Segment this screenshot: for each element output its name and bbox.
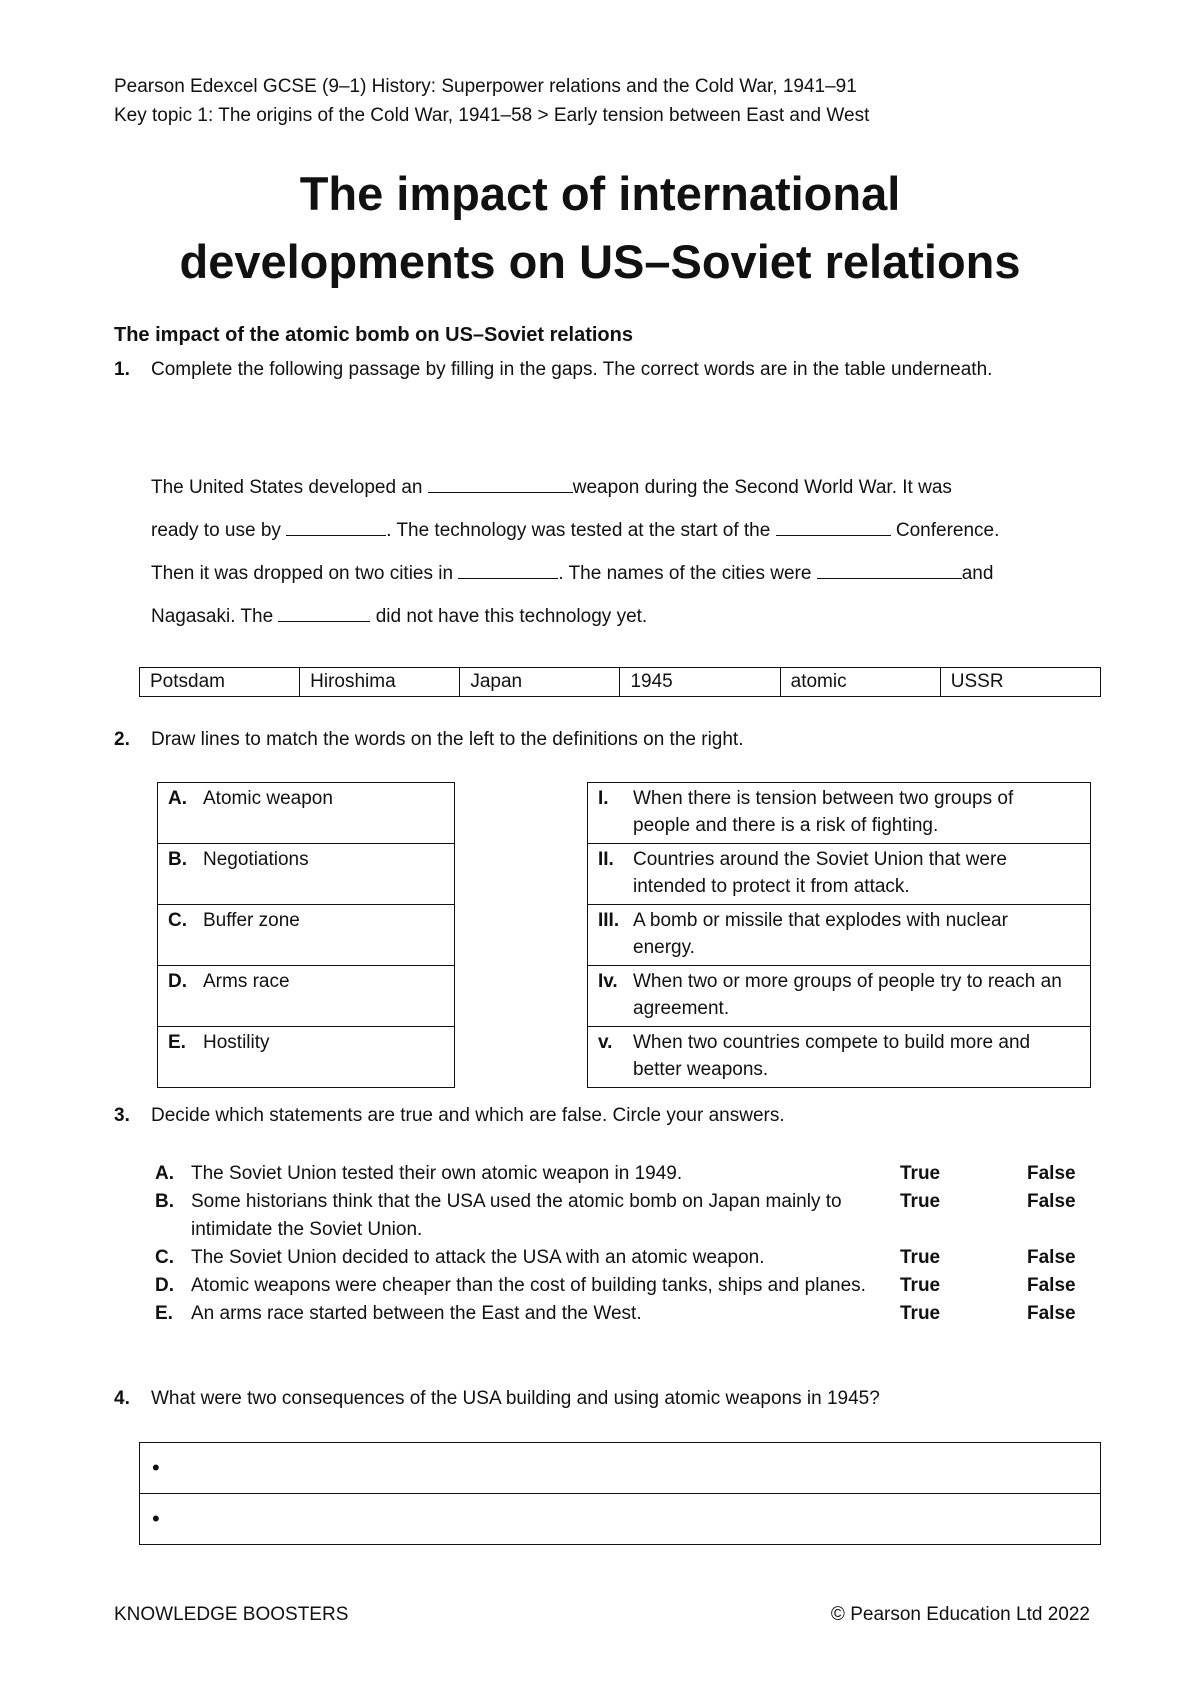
gap-blank[interactable]: [817, 558, 962, 579]
footer-series: KNOWLEDGE BOOSTERS: [114, 1604, 349, 1625]
true-option[interactable]: True: [900, 1275, 941, 1296]
question-text: Decide which statements are true and which are false. Circle your answers.: [151, 1105, 785, 1126]
word-bank-cell: 1945: [620, 668, 780, 697]
term-text: Buffer zone: [203, 910, 300, 931]
gap-blank[interactable]: [286, 515, 386, 536]
statement-label: D.: [155, 1275, 174, 1296]
definition-text: A bomb or missile that explodes with nuclear energy.: [633, 910, 1008, 958]
true-option[interactable]: True: [900, 1303, 941, 1324]
passage-text: Conference.: [890, 520, 1000, 541]
statement-row: [155, 1188, 1115, 1244]
statement-row: [155, 1272, 1115, 1300]
definition-text: When two countries compete to build more and better weapons.: [633, 1032, 1031, 1080]
word-bank-cell: USSR: [940, 668, 1100, 697]
passage-text: weapon during the Second World War. It was: [572, 477, 952, 498]
passage-text: Then it was dropped on two cities in: [151, 563, 459, 584]
statement-row: [155, 1244, 1115, 1272]
question-text: Draw lines to match the words on the left to the definitions on the right.: [151, 729, 744, 750]
definition-text: Countries around the Soviet Union that were intended to protect it from attack.: [633, 849, 1007, 897]
term-text: Negotiations: [203, 849, 309, 870]
question-number: 1.: [114, 359, 130, 380]
definition-text: When there is tension between two groups of people and there is a risk of fighting.: [633, 788, 1014, 836]
definition-cell[interactable]: [588, 1027, 1091, 1088]
bullet: •: [152, 1506, 160, 1531]
header-course: Pearson Edexcel GCSE (9–1) History: Superpower relations and the Cold War, 1941–91: [114, 76, 857, 97]
question-number: 3.: [114, 1105, 130, 1126]
question-number: 4.: [114, 1388, 130, 1409]
false-option[interactable]: False: [1027, 1247, 1076, 1268]
answer-table: [139, 1442, 1101, 1545]
definition-label: II.: [598, 849, 614, 870]
definition-cell[interactable]: [588, 783, 1091, 844]
gap-blank[interactable]: [278, 601, 370, 622]
statement-row: [155, 1160, 1115, 1188]
answer-box[interactable]: [140, 1494, 1101, 1545]
false-option[interactable]: False: [1027, 1163, 1076, 1184]
bullet: •: [152, 1455, 160, 1480]
statement-text: Some historians think that the USA used the atomic bomb on Japan mainly to intimidate the Soviet Union.: [191, 1191, 842, 1240]
definition-label: v.: [598, 1032, 613, 1053]
section-heading: The impact of the atomic bomb on US–Soviet relations: [114, 324, 633, 346]
passage-text: . The technology was tested at the start of the: [386, 520, 776, 541]
title-line-2: developments on US–Soviet relations: [179, 235, 1021, 288]
term-cell[interactable]: [158, 844, 455, 905]
true-option[interactable]: True: [900, 1247, 941, 1268]
term-label: D.: [168, 971, 187, 992]
passage-text: Nagasaki. The: [151, 606, 279, 627]
gap-blank[interactable]: [428, 472, 573, 493]
term-label: C.: [168, 910, 187, 931]
definition-label: Iv.: [598, 971, 618, 992]
question-number: 2.: [114, 729, 130, 750]
definition-text: When two or more groups of people try to reach an agreement.: [633, 971, 1062, 1019]
true-option[interactable]: True: [900, 1191, 941, 1212]
true-false-list: [155, 1160, 1115, 1328]
statement-label: E.: [155, 1303, 173, 1324]
definition-cell[interactable]: [588, 905, 1091, 966]
passage-text: . The names of the cities were: [558, 563, 817, 584]
statement-label: C.: [155, 1247, 174, 1268]
statement-text: The Soviet Union tested their own atomic weapon in 1949.: [191, 1163, 683, 1184]
false-option[interactable]: False: [1027, 1275, 1076, 1296]
false-option[interactable]: False: [1027, 1303, 1076, 1324]
header-topic: Key topic 1: The origins of the Cold War, 1941–58 > Early tension between East and West: [114, 105, 870, 126]
passage-text: The United States developed an: [151, 477, 428, 498]
term-cell[interactable]: [158, 905, 455, 966]
word-bank-cell: atomic: [780, 668, 940, 697]
page-title: [0, 160, 1200, 296]
term-text: Hostility: [203, 1032, 270, 1053]
footer-copyright: © Pearson Education Ltd 2022: [830, 1604, 1090, 1625]
definition-cell[interactable]: [588, 844, 1091, 905]
word-bank-table: [139, 667, 1101, 697]
passage-text: did not have this technology yet.: [370, 606, 648, 627]
gap-blank[interactable]: [776, 515, 891, 536]
term-label: B.: [168, 849, 187, 870]
statement-text: The Soviet Union decided to attack the USA with an atomic weapon.: [191, 1247, 765, 1268]
passage-text: and: [961, 563, 994, 584]
gap-fill-passage: [151, 466, 1111, 638]
term-label: A.: [168, 788, 187, 809]
true-option[interactable]: True: [900, 1163, 941, 1184]
term-text: Arms race: [203, 971, 290, 992]
gap-blank[interactable]: [458, 558, 558, 579]
term-text: Atomic weapon: [203, 788, 333, 809]
definition-cell[interactable]: [588, 966, 1091, 1027]
definition-label: I.: [598, 788, 609, 809]
header: [114, 72, 869, 130]
statement-text: An arms race started between the East and the West.: [191, 1303, 642, 1324]
word-bank-cell: Hiroshima: [300, 668, 460, 697]
false-option[interactable]: False: [1027, 1191, 1076, 1212]
term-label: E.: [168, 1032, 186, 1053]
statement-row: [155, 1300, 1115, 1328]
word-bank-cell: Japan: [460, 668, 620, 697]
question-text: Complete the following passage by filling in the gaps. The correct words are in the table underneath.: [151, 359, 993, 380]
passage-text: ready to use by: [151, 520, 287, 541]
terms-table: [157, 782, 455, 1088]
term-cell[interactable]: [158, 783, 455, 844]
title-line-1: The impact of international: [299, 167, 901, 220]
term-cell[interactable]: [158, 966, 455, 1027]
question-text: What were two consequences of the USA building and using atomic weapons in 1945?: [151, 1388, 880, 1409]
statement-label: B.: [155, 1191, 174, 1212]
term-cell[interactable]: [158, 1027, 455, 1088]
definitions-table: [587, 782, 1091, 1088]
answer-box[interactable]: [140, 1443, 1101, 1494]
statement-label: A.: [155, 1163, 174, 1184]
statement-text: Atomic weapons were cheaper than the cost of building tanks, ships and planes.: [191, 1275, 866, 1296]
word-bank-cell: Potsdam: [140, 668, 300, 697]
definition-label: III.: [598, 910, 620, 931]
